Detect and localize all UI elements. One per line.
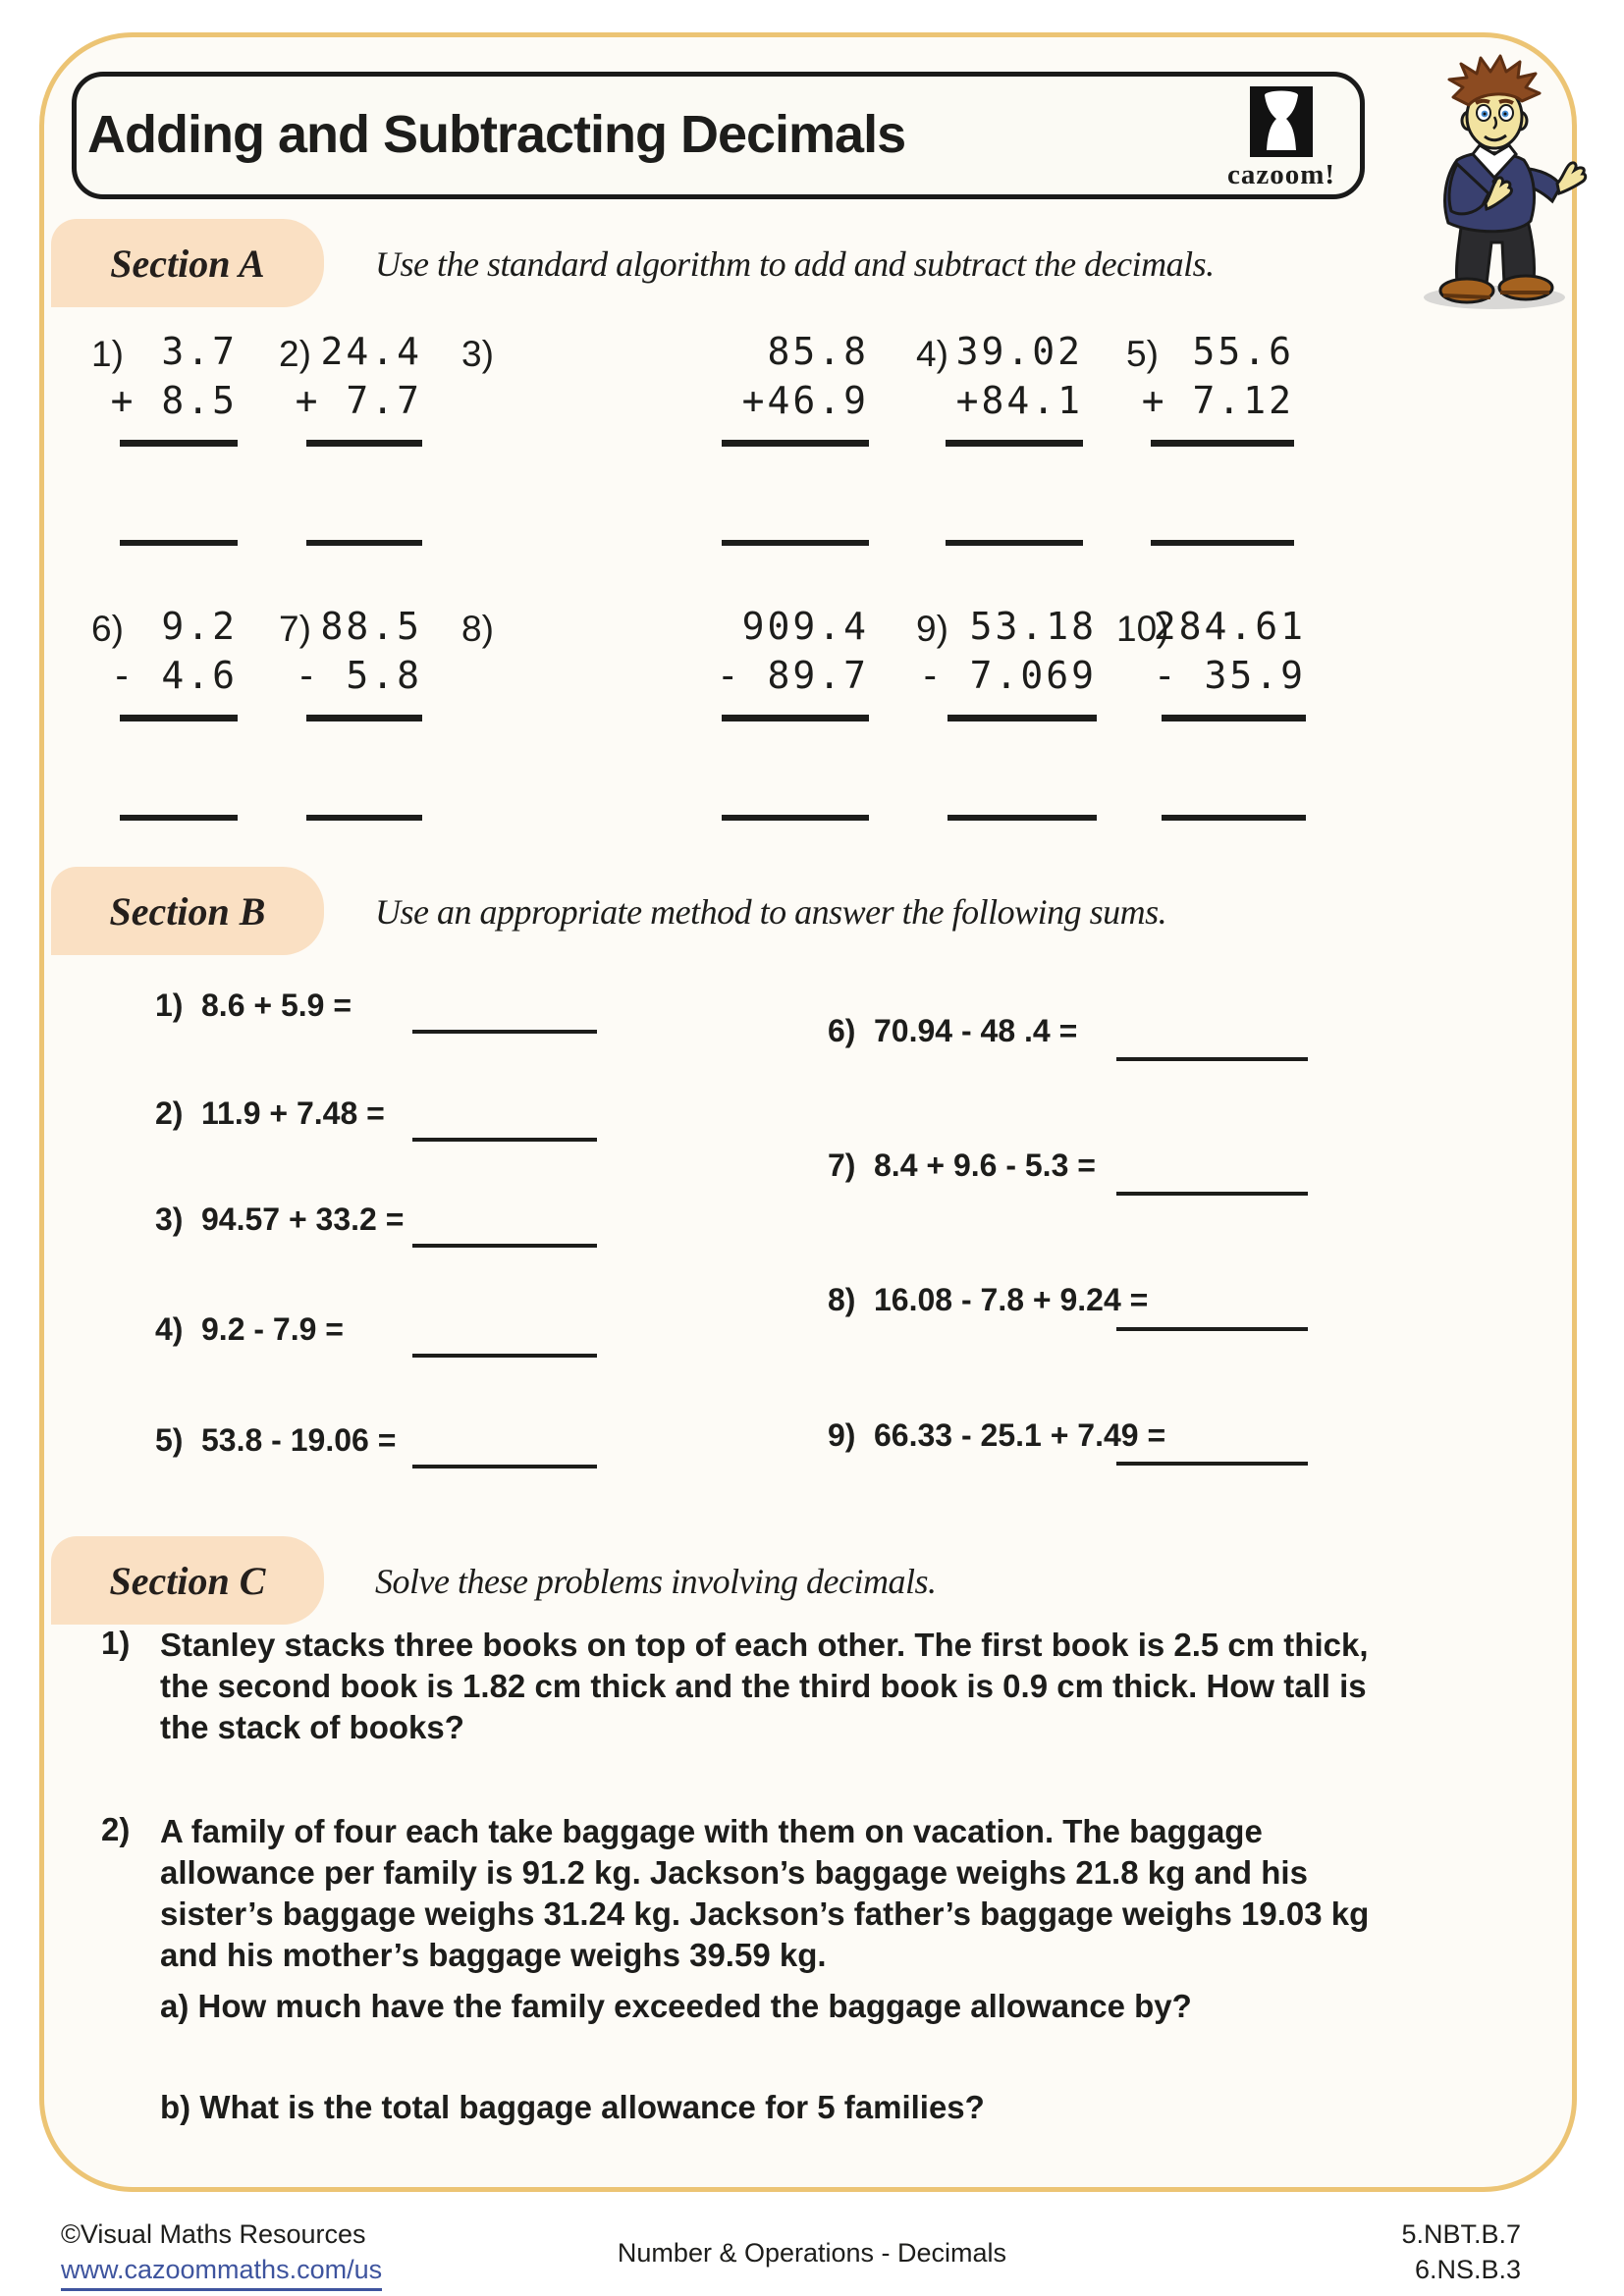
bottom-operand: + 7.7: [295, 379, 422, 422]
answer-line: [306, 540, 422, 546]
vertical-problem-3: [461, 332, 869, 562]
top-operand: 55.6: [1192, 330, 1294, 373]
expression: 94.57 + 33.2 =: [201, 1201, 405, 1237]
word-problem-1: [101, 1625, 1535, 1748]
problem-text-line: the second book is 1.82 cm thick and the third book is 0.9 cm thick. How tall is: [160, 1668, 1367, 1704]
answer-line: [1116, 1192, 1308, 1196]
bottom-operand: - 4.6: [110, 654, 238, 697]
problem-number: 1): [101, 1625, 131, 1661]
sum-item-3: [155, 1201, 404, 1238]
word-problem-2: [101, 1811, 1535, 1976]
vertical-problem-10: [1116, 607, 1306, 837]
problem-number: 8): [461, 609, 494, 649]
problem-text-line: and his mother’s baggage weighs 39.59 kg.: [160, 1937, 827, 1973]
top-operand: 909.4: [741, 605, 869, 648]
problem-number: 9): [916, 609, 948, 649]
answer-line: [1151, 540, 1294, 546]
top-operand: 53.18: [969, 605, 1097, 648]
sum-item-9: [828, 1417, 1165, 1454]
expression: 8.4 + 9.6 - 5.3 =: [874, 1148, 1096, 1183]
expression: 53.8 - 19.06 =: [201, 1422, 397, 1458]
problem-text-line: sister’s baggage weighs 31.24 kg. Jackson’s father’s baggage weighs 19.03 kg: [160, 1896, 1370, 1932]
answer-line: [722, 540, 869, 546]
vertical-problem-5: [1126, 332, 1294, 562]
sum-item-8: [828, 1282, 1148, 1318]
logo-wordmark: cazoom!: [1226, 159, 1336, 190]
page-title: Adding and Subtracting Decimals: [87, 105, 906, 164]
sum-item-7: [828, 1148, 1096, 1184]
top-operand: 9.2: [161, 605, 238, 648]
answer-line: [1116, 1327, 1308, 1331]
problem-number: 2): [279, 334, 311, 374]
vertical-problem-7: [279, 607, 422, 837]
answer-line: [722, 815, 869, 821]
expression: 9.2 - 7.9 =: [201, 1311, 344, 1347]
answer-line: [412, 1465, 597, 1468]
problem-text-line: the stack of books?: [160, 1709, 464, 1745]
answer-line: [412, 1030, 597, 1034]
answer-line: [947, 815, 1097, 821]
cazoom-logo: [1222, 86, 1340, 191]
item-number: 7): [828, 1148, 856, 1183]
problem-number: 1): [91, 334, 124, 374]
section-b-label: Section B: [51, 867, 324, 955]
mascot-illustration: [1392, 54, 1600, 313]
standard-code: 5.NBT.B.7: [1401, 2219, 1521, 2249]
expression: 66.33 - 25.1 + 7.49 =: [874, 1417, 1166, 1453]
sum-item-4: [155, 1311, 344, 1348]
bottom-operand: +84.1: [955, 379, 1083, 422]
equals-line: [306, 715, 422, 721]
top-operand: 39.02: [955, 330, 1083, 373]
sum-item-6: [828, 1013, 1077, 1049]
answer-line: [412, 1244, 597, 1248]
expression: 70.94 - 48 .4 =: [874, 1013, 1078, 1048]
drum-icon: [1250, 86, 1313, 157]
section-c-instruction: Solve these problems involving decimals.: [375, 1562, 937, 1601]
equals-line: [947, 715, 1097, 721]
equals-line: [722, 440, 869, 447]
bottom-operand: - 5.8: [295, 654, 422, 697]
sum-item-2: [155, 1095, 385, 1132]
answer-line: [120, 540, 238, 546]
answer-line: [1162, 815, 1306, 821]
answer-line: [1116, 1057, 1308, 1061]
section-a-label: Section A: [51, 219, 324, 307]
vertical-problem-8: [461, 607, 869, 837]
problem-number: 2): [101, 1811, 131, 1847]
bottom-operand: - 89.7: [716, 654, 869, 697]
expression: 16.08 - 7.8 + 9.24 =: [874, 1282, 1149, 1317]
section-a-instruction: Use the standard algorithm to add and subtract the decimals.: [375, 244, 1215, 284]
answer-line: [946, 540, 1083, 546]
vertical-problem-1: [91, 332, 238, 562]
equals-line: [306, 440, 422, 447]
problem-number: 4): [916, 334, 948, 374]
expression: 8.6 + 5.9 =: [201, 988, 352, 1023]
item-number: 9): [828, 1417, 856, 1453]
equals-line: [946, 440, 1083, 447]
answer-line: [1116, 1462, 1308, 1466]
equals-line: [1151, 440, 1294, 447]
bottom-operand: - 35.9: [1153, 654, 1306, 697]
problem-text-line: allowance per family is 91.2 kg. Jackson’s baggage weighs 21.8 kg and his: [160, 1854, 1308, 1891]
footer-topic: Number & Operations - Decimals: [617, 2238, 1007, 2268]
problem-number: 10): [1116, 609, 1169, 649]
vertical-problem-6: [91, 607, 238, 837]
item-number: 1): [155, 988, 184, 1023]
item-number: 3): [155, 1201, 184, 1237]
vertical-problem-4: [916, 332, 1083, 562]
sub-question-b: b) What is the total baggage allowance for 5 families?: [160, 2089, 985, 2125]
item-number: 5): [155, 1422, 184, 1458]
problem-number: 6): [91, 609, 124, 649]
problem-number: 3): [461, 334, 494, 374]
top-operand: 24.4: [320, 330, 422, 373]
item-number: 8): [828, 1282, 856, 1317]
problem-text-line: Stanley stacks three books on top of each other. The first book is 2.5 cm thick,: [160, 1627, 1369, 1663]
bottom-operand: +46.9: [741, 379, 869, 422]
bottom-operand: + 7.12: [1141, 379, 1294, 422]
bottom-operand: - 7.069: [918, 654, 1097, 697]
answer-line: [306, 815, 422, 821]
equals-line: [120, 715, 238, 721]
expression: 11.9 + 7.48 =: [201, 1095, 385, 1131]
equals-line: [1162, 715, 1306, 721]
top-operand: 284.61: [1153, 605, 1306, 648]
problem-number: 7): [279, 609, 311, 649]
section-c-label: Section C: [51, 1536, 324, 1625]
section-b-instruction: Use an appropriate method to answer the following sums.: [375, 892, 1167, 932]
item-number: 6): [828, 1013, 856, 1048]
top-operand: 85.8: [767, 330, 869, 373]
standard-code: 6.NS.B.3: [1414, 2255, 1521, 2284]
item-number: 4): [155, 1311, 184, 1347]
footer-standards: [1401, 2216, 1521, 2287]
copyright-text: ©Visual Maths Resources: [61, 2219, 366, 2249]
vertical-problem-9: [916, 607, 1097, 837]
top-operand: 3.7: [161, 330, 238, 373]
answer-line: [412, 1138, 597, 1142]
sum-item-5: [155, 1422, 396, 1459]
bottom-operand: + 8.5: [110, 379, 238, 422]
equals-line: [120, 440, 238, 447]
sub-question-a: a) How much have the family exceeded the baggage allowance by?: [160, 1988, 1192, 2024]
problem-number: 5): [1126, 334, 1159, 374]
website-link[interactable]: www.cazoommaths.com/us: [61, 2252, 382, 2291]
equals-line: [722, 715, 869, 721]
top-operand: 88.5: [320, 605, 422, 648]
answer-line: [120, 815, 238, 821]
problem-text-line: A family of four each take baggage with them on vacation. The baggage: [160, 1813, 1263, 1849]
vertical-problem-2: [279, 332, 422, 562]
sum-item-1: [155, 988, 352, 1024]
answer-line: [412, 1354, 597, 1358]
item-number: 2): [155, 1095, 184, 1131]
